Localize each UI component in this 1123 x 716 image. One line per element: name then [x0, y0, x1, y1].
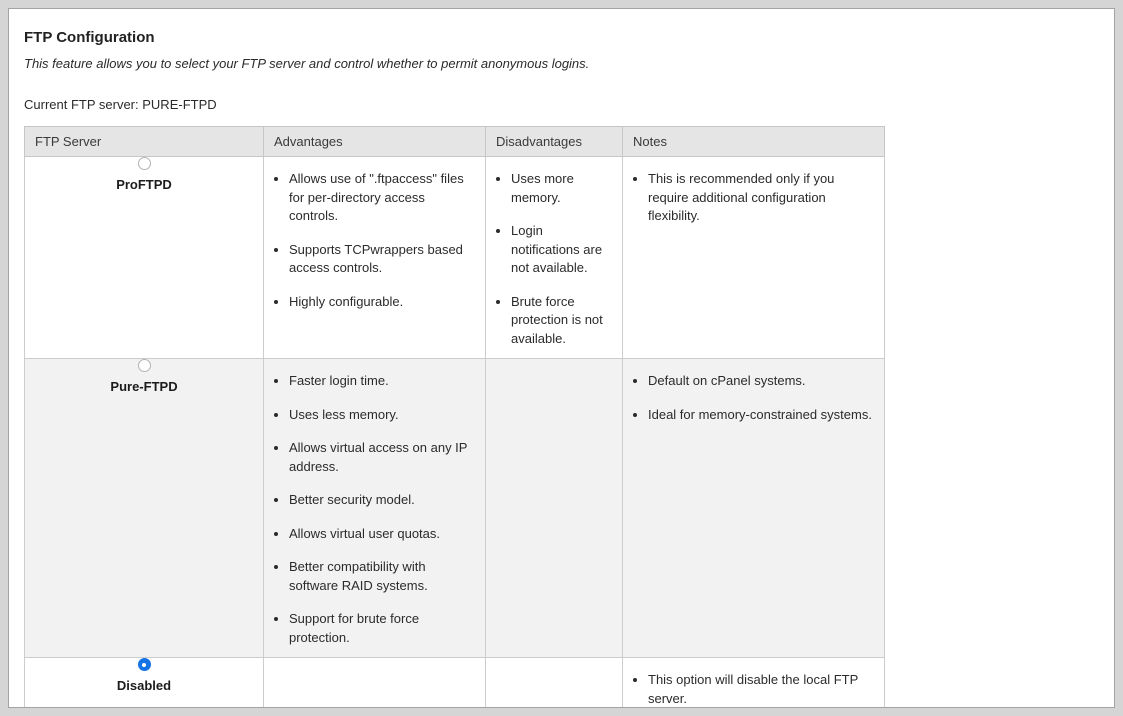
advantages-item: • Support for brute force protection.	[289, 610, 479, 647]
notes-cell	[623, 359, 885, 658]
server-cell	[25, 658, 264, 709]
advantages-item: • Allows virtual access on any IP address.	[289, 439, 479, 476]
proftpd-radio[interactable]	[138, 157, 151, 170]
notes-list	[623, 170, 878, 226]
disadvantages-cell	[486, 658, 623, 709]
disadvantages-cell	[486, 157, 623, 359]
current-ftp-server-line	[24, 97, 1099, 112]
server-cell	[25, 157, 264, 359]
content-panel	[8, 8, 1115, 708]
current-ftp-server-value: PURE-FTPD	[142, 97, 217, 112]
notes-item: • This option will disable the local FTP server.	[648, 671, 878, 708]
advantages-item: • Uses less memory.	[289, 406, 479, 425]
server-cell	[25, 359, 264, 658]
table-row-pure-ftpd	[25, 359, 885, 658]
table-row-proftpd	[25, 157, 885, 359]
advantages-item: • Supports TCPwrappers based access controls.	[289, 241, 479, 278]
advantages-item: • Allows use of ".ftpaccess" files for per-directory access controls.	[289, 170, 479, 226]
ftp-server-table	[24, 126, 885, 708]
current-ftp-server-label: Current FTP server:	[24, 97, 139, 112]
disabled-radio[interactable]	[138, 658, 151, 671]
disadvantages-cell	[486, 359, 623, 658]
notes-cell	[623, 658, 885, 709]
advantages-item: • Allows virtual user quotas.	[289, 525, 479, 544]
column-header-disadvantages: Disadvantages	[486, 127, 623, 157]
column-header-advantages: Advantages	[264, 127, 486, 157]
column-header-ftp-server: FTP Server	[25, 127, 264, 157]
notes-list	[623, 372, 878, 424]
advantages-item: • Faster login time.	[289, 372, 479, 391]
page-description: This feature allows you to select your FTP server and control whether to permit anonymous logins.	[24, 56, 590, 71]
disadvantages-item: • Login notifications are not available.	[511, 222, 616, 278]
server-name: Pure-FTPD	[110, 379, 178, 394]
notes-item: • Default on cPanel systems.	[648, 372, 878, 391]
disadvantages-item: • Brute force protection is not available.	[511, 293, 616, 349]
disadvantages-item: • Uses more memory.	[511, 170, 616, 207]
advantages-cell	[264, 658, 486, 709]
advantages-item: • Better security model.	[289, 491, 479, 510]
radio-dot	[142, 663, 146, 667]
disadvantages-list	[486, 170, 616, 348]
column-header-notes: Notes	[623, 127, 885, 157]
server-name: Disabled	[116, 678, 172, 693]
notes-cell	[623, 157, 885, 359]
page-title: FTP Configuration	[24, 29, 155, 46]
advantages-cell	[264, 157, 486, 359]
advantages-item: • Highly configurable.	[289, 293, 479, 312]
notes-item: • Ideal for memory-constrained systems.	[648, 406, 878, 425]
advantages-list	[264, 372, 479, 647]
table-header	[25, 127, 885, 157]
pure-ftpd-radio[interactable]	[138, 359, 151, 372]
advantages-cell	[264, 359, 486, 658]
notes-item: • This is recommended only if you require additional configuration flexibility.	[648, 170, 878, 226]
advantages-item: • Better compatibility with software RAID systems.	[289, 558, 479, 595]
advantages-list	[264, 170, 479, 311]
notes-list	[623, 671, 878, 708]
table-row-disabled	[25, 658, 885, 709]
server-name: ProFTPD	[116, 177, 172, 192]
